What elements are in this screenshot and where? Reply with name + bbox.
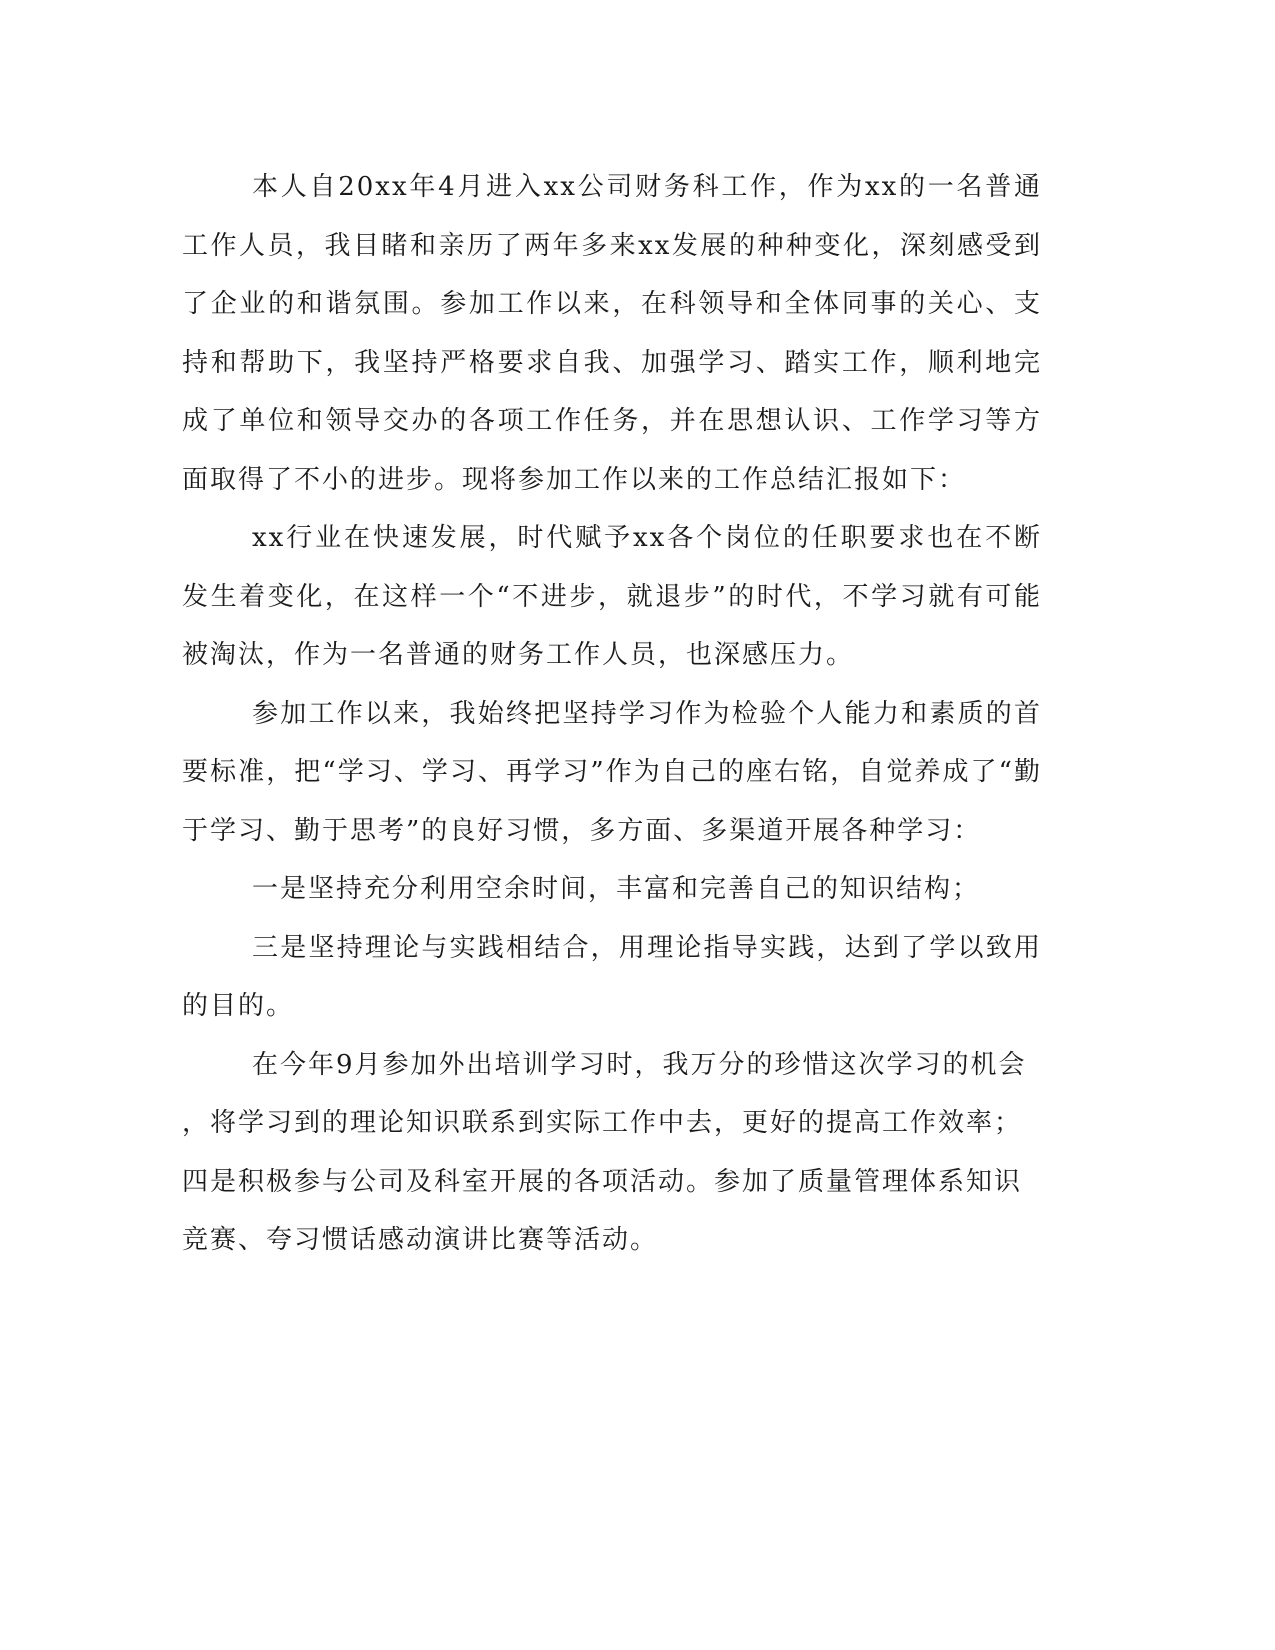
paragraph-point-three: 三是坚持理论与实践相结合，用理论指导实践，达到了学以致用的目的。 [182, 932, 1042, 1021]
training-line-1: 在今年9月参加外出培训学习时，我万分的珍惜这次学习的机会 [252, 1049, 1027, 1080]
paragraph-intro: 本人自20xx年4月进入xx公司财务科工作，作为xx的一名普通工作人员，我目睹和亲历了两年多来xx发展的种种变化，深刻感受到了企业的和谐氛围。参加工作以来，在科领导和全体同事的关心、支持和帮助下，我坚持严格要求自我、加强学习、踏实工作，顺利地完成了单位和领导交办的各项工作任务，并在思想认识、工作学习等方面取得了不小的进步。现将参加工作以来的工作总结汇报如下： [182, 172, 1042, 495]
training-line-3: 四是积极参与公司及科室开展的各项活动。参加了质量管理体系知识 [182, 1166, 1023, 1197]
paragraph-training [182, 1036, 1042, 1270]
document-body [182, 158, 1042, 1270]
paragraph-learning: 参加工作以来，我始终把坚持学习作为检验个人能力和素质的首要标准，把“学习、学习、再学习”作为自己的座右铭，自觉养成了“勤于学习、勤于思考”的良好习惯，多方面、多渠道开展各种学习： [182, 698, 1042, 846]
training-line-2: ，将学习到的理论知识联系到实际工作中去，更好的提高工作效率； [182, 1108, 1023, 1138]
training-line-4: 竞赛、夸习惯话感动演讲比赛等活动。 [182, 1225, 659, 1255]
paragraph-point-one: 一是坚持充分利用空余时间，丰富和完善自己的知识结构； [252, 874, 981, 904]
paragraph-industry: xx行业在快速发展，时代赋予xx各个岗位的任职要求也在不断发生着变化，在这样一个“不进步，就退步”的时代，不学习就有可能被淘汰，作为一名普通的财务工作人员，也深感压力。 [182, 523, 1042, 670]
